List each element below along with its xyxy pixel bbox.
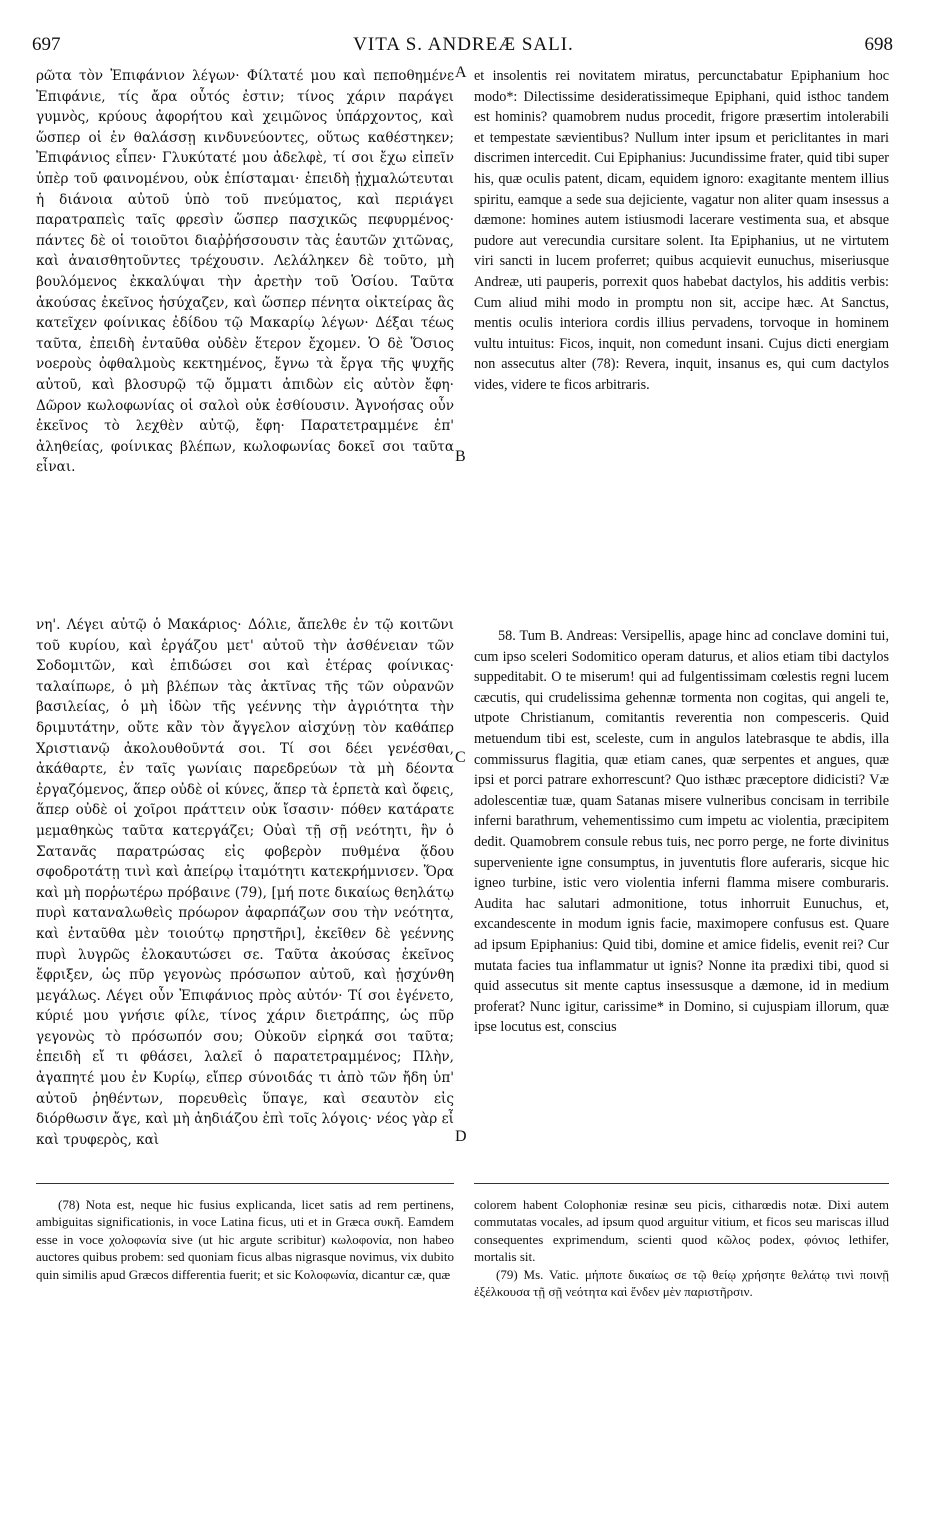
margin-letter-a: A	[455, 64, 467, 81]
greek-paragraph: νη'. Λέγει αὐτῷ ὁ Μακάριος· Δόλιε, ἄπελθε ἐν τῷ κοιτῶνι τοῦ κυρίου, καὶ ἐργάζου μετ' αὐτοῦ τὴν ἀσθένειαν τῶν Σοδομιτῶν, καὶ ἐπιδώσει σοι καὶ ἑτέρας φοίνικας· ταλαίπωρε, ὁ μὴ βλέπων τὰς ἀκτῖνας τῆς τῶν οὐρανῶν βασιλείας, ὁ μὴ ἰδὼν τῆς γεέννης τὴν ἀγριότητα τὴν δριμυτάτην, οὔτε κἂν τὸν ἄγγελον αἰσχύνῃ τὸν καθάπερ Χριστιανῷ ἀκολουθοῦντά σοι. Τί σοι δέει γενέσθαι, ἀκάθαρτε, ἐν ταῖς γωνίαις παρεδρεύων τὰ μὴ δέοντα ἐργαζόμενος, ἅπερ οὐδὲ οἱ κύνες, ἅπερ τὰ ἑρπετὰ καὶ ὄφεις, ἅπερ οὐδὲ οἱ χοῖροι πράττειν οὐκ ἴσασιν· πόθεν κατάρατε μεμαθηκὼς ταῦτα κατεργάζει; Οὐαὶ τῇ σῇ νεότητι, ἣν ὁ Σατανᾶς παρατρώσας εἰς φοβερὸν πυθμένα ᾅδου σφοδροτάτῃ τινὶ καὶ ἀπείρῳ ἰταμότητι κατεκρήμνισεν. Ὅρα καὶ μὴ πορῥωτέρω πρόβαινε (79), [μή ποτε δικαίως θεηλάτῳ πυρὶ καταναλωθεὶς πρόωρον ἀφαρπάζων σου τὴν νεότητα, καὶ ἐνταῦθα μὲν τοιούτῳ πρηστῆρι], ἐκεῖθεν δὲ γεέννης πυρὶ λυγρῶς ἐλοκαυτώσει σε. Ταῦτα ἀκούσας ἐκεῖνος ἔφριξεν, ὡς πῦρ γεγονὼς πρόσωπον αὐτοῦ, καὶ ᾐσχύνθη μεγάλως. Λέγει οὖν Ἐπιφάνιος πρὸς αὐτόν· Τί σοι ἐγένετο, κύριέ μου γνήσιε φίλε, τίνος χάριν διετράπης, ὡς πῦρ γεγονὼς τὸ πρόσωπόν σου; Οὐκοῦν εἰρηκά σοι ταῦτα; ἐπειδὴ εἴ τι φθάσει, λαλεῖ ὁ παρατετραμμένος; Πλὴν, ἀγαπητέ μου ἐν Κυρίῳ, εἴπερ σύνοιδάς τι ἀπὸ τῶν ἤδη ὑπ' αὐτοῦ ῥηθέντων, πορευθεὶς ὕπαγε, καὶ σεαυτὸν εἰς διόρθωσιν ἄγε, καὶ μὴ ἀηδιάζου ἐπὶ τοῖς λόγοις· νέος γὰρ εἶ καὶ τρυφερὸς, καὶ	[36, 617, 454, 1148]
latin-column-upper	[474, 66, 889, 396]
footnotes-left	[36, 1196, 454, 1283]
footnote-78: (78) Nota est, neque hic fusius explicanda, licet satis ad rem pertinens, ambiguitas significationis, in voce Latina ficus, uti et in Græca συκῆ. Eamdem esse in voce χολοφωνία sive (ut hic argute scribitur) κωλοφονία, non habeo auctores quibus probem: sed quoniam ficus albas nigrasque novimus, vix dubito quin similis apud Græcos differentia fuerit; et sic Κολοφωνία, dicantur cæ, quæ	[36, 1197, 454, 1282]
margin-letter-d: D	[455, 1128, 467, 1145]
page-number-left: 697	[32, 34, 61, 55]
footnote-79: (79) Ms. Vatic. μήποτε δικαίως σε τῷ θείῳ χρήσητε θελάτῳ τινὶ ποινῇ ἐξέλκουσα τῇ σῇ νεότητα καὶ ἔνδεν μὲν παριστῆρσιν.	[474, 1266, 889, 1300]
latin-column-lower	[474, 626, 889, 1038]
greek-paragraph: ρῶτα τὸν Ἐπιφάνιον λέγων· Φίλτατέ μου καὶ πεποθημένε Ἐπιφάνιε, τίς ἄρα οὗτός ἐστιν; τίνος χάριν παράγει γυμνὸς, κρύους ἀφορήτου καὶ χειμῶνος ὑπάρχοντος, καὶ ὥσπερ οἱ ἐν θαλάσσῃ κινδυνεύοντες, οὕτως καθέστηκεν; Ἐπιφάνιος εἶπεν· Γλυκύτατέ μου ἀδελφὲ, τί σοι ἔχω εἰπεῖν ὑπὲρ τοῦ φαινομένου, οὐκ ἐπίσταμαι· ἐπειδὴ ᾐχμαλώτευται ἡ διάνοια αὐτοῦ ὑπὸ τοῦ πνεύματος, καὶ περιάγει παρατραπεὶς ταῖς φρεσὶν ὥσπερ πασχικῶς πεφυρμένος· πάντες δὲ οἱ τοιοῦτοι διαῤῥήσσουσιν τὰς ἑαυτῶν χιτῶνας, καὶ ἀναισθητοῦντες τρέχουσιν. Λελάληκεν δὲ τοῦτο, μὴ βουλόμενος ἐκκαλύψαι τὴν ἀρετὴν τοῦ Ὁσίου. Ταῦτα ἀκούσας ἐκεῖνος ἡσύχαζεν, καὶ ὥσπερ πένητα οἰκτείρας ἃς κατεῖχεν φοίνικας ἐδίδου τῷ Μακαρίῳ λέγων· Δέξαι τέως ταῦτα, ἐπειδὴ ἐνταῦθα οὐδὲν ἕτερον ἔχομεν. Ὁ δὲ Ὅσιος νοεροὺς ὀφθαλμοὺς κεκτημένος, ἔγνω τὰ ἔργα τῆς ψυχῆς αὐτοῦ, καὶ βλοσυρῷ τῷ ὄμματι ἀπιδὼν εἰς αὐτὸν ἔφη· Δῶρον κωλοφωνίας οἱ σαλοὶ οὐκ ἐσθίουσιν. Ἀγνοήσας οὖν ἐκεῖνος τὸ λεχθὲν αὐτῷ, ἔφη· Παρατετραμμένε ἐπ' ἀληθείας, φοίνικας βλέπων, κωλοφωνίας δοκεῖ σοι ταῦτα εἶναι.	[36, 68, 454, 476]
margin-letter-b: B	[455, 448, 466, 465]
footnote-divider-right	[474, 1183, 889, 1184]
latin-paragraph: et insolentis rei novitatem miratus, percunctabatur Epiphanium hoc modo*: Dilectissime desideratissimeque Epiphani, quid isthoc tandem est hominis? quamobrem nudus procedit, frigore præsertim intolerabili et tempestate sævientibus? Nullum inter ipsum et periclitantes in mari discrimen intercedit. Cui Epiphanius: Jucundissime frater, quid tibi super his, quæ oculis patent, dicam, equidem ignoro: exagitante mentem illius spiritu, eamque a sede sua dejiciente, vagatur non aliter quam insessus a dæmone: homines autem istiusmodi lacerare vestimenta sua, et absque pudore aut verecundia cursitare solent. Ita Epiphanius, ut ne virtutem viri sancti in lucem proferret; quibus acquievit eunuchus, miseriusque Andreæ, uti pauperis, porrexit quos habebat dactylos, his additis verbis: Cum aliud mihi modo in promptu non sit, accipe hæc. At Sanctus, mentis oculis interiora cordis illius pervadens, torvoque in hominem vultu intuitus: Ficos, inquit, non comedunt insani. Cujus dicti energiam non assecutus alter (78): Revera, inquit, insanus es, qui cum dactylos vides, videre te ficos arbitraris.	[474, 68, 889, 393]
footnotes-right	[474, 1196, 889, 1300]
latin-paragraph: 58. Tum B. Andreas: Versipellis, apage hinc ad conclave domini tui, cum ipso sceleri Sodomitico operam daturus, et alios etiam tibi dactylos suppeditabit. O te miserum! qui ad fulgentissimam cœlestis regni lucem cæcutis, qui crudelissima gehennæ tormenta non cogitas, qui angeli te, utpote Christianum, comitantis reverentia non compesceris. Quid metuendum tibi est, sceleste, cum in angulos latebrasque te abdis, illa commissurus flagitia, quæ etiam canes, quæ serpentes et angues, quæ ipsi et porci patrare exhorrescunt? Quo isthæc præceptore didicisti? Væ adolescentiæ tuæ, quam Satanas misere vulneribus concisam in terribile inferni barathrum, vehementissimo cum impetu ac violentia, præcipitem dedit. Quamobrem consule rebus tuis, nec porro perge, ne forte divinitus superveniente igne consumptus, in juventutis flore auferaris, sicque hic igneo turbine, istic vero violentia inferni flamma misere comburaris. Audita hac salutari admonitione, totus inhorruit Eunuchus, et, excandescente in modum ignis facie, maximopere confusus est. Quare ad ipsum Epiphanius: Quid tibi, domine et amice fidelis, evenit rei? Cur mutata facies tua inflammatur ut ignis? Nonne ita prædixi tibi, quod si quid assecutus sit mente captus insessusque a dæmone, id in medium proferat? Nunc igitur, carissime* in Domino, si cujuspiam illorum, quæ ipse locutus est, conscius	[474, 628, 889, 1036]
running-title: VITA S. ANDREÆ SALI.	[353, 34, 574, 55]
margin-letter-c: C	[455, 749, 466, 766]
greek-column-lower	[36, 615, 454, 1150]
page-header	[30, 34, 897, 56]
footnote-divider-left	[36, 1183, 454, 1184]
greek-column-upper	[36, 66, 454, 478]
footnote-78-continued: colorem habent Colophoniæ resinæ seu picis, citharœdis notæ. Dixi autem commutatas vocales, ad ipsum quod arguitur vitium, et ficos seu mariscas illud consequentes exprimendum, scienti quod κῶλος podex, φόνιος lethifer, mortalis sit.	[474, 1197, 889, 1265]
page-number-right: 698	[864, 34, 893, 55]
